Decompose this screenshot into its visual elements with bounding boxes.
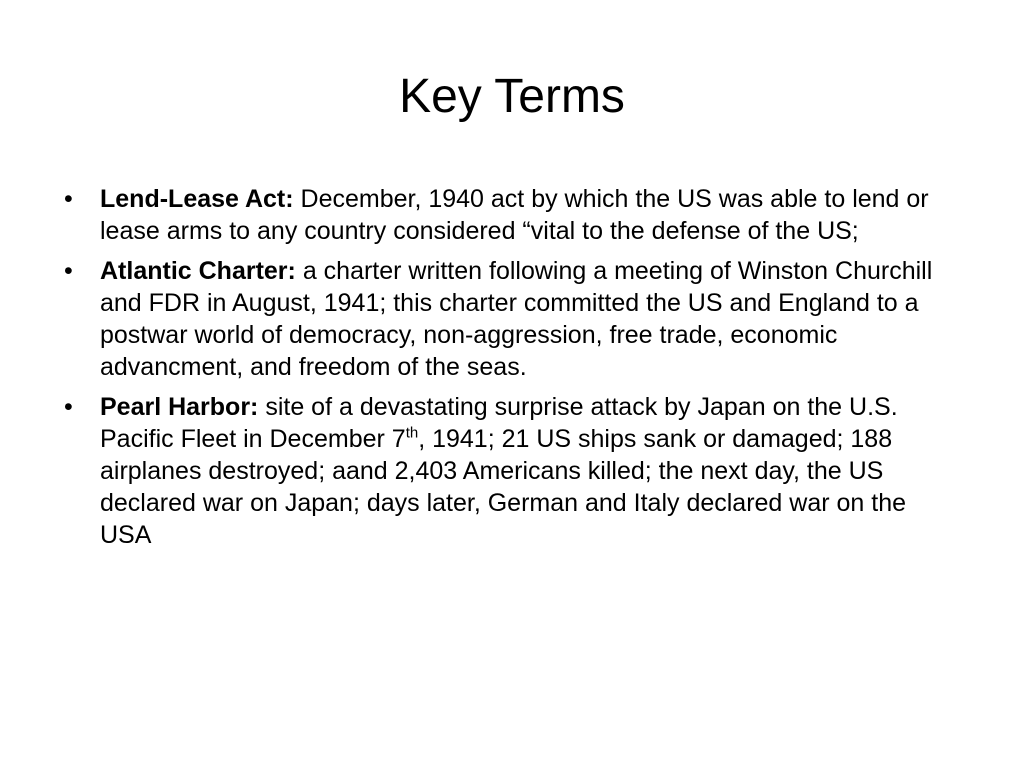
bullet-dot-icon: • [64, 257, 73, 285]
ordinal-suffix: th [405, 424, 419, 442]
term-definition-part-1: site of a devastating surprise attack by Japan on the U.S. Pacific Fleet in December 7 [100, 393, 898, 453]
bullet-dot-icon: • [64, 185, 73, 213]
term-definition: a charter written following a meeting of Winston Churchill and FDR in August, 1941; this charter committed the US and England to a postwar world of democracy, non-aggression, free trade, economic advancment, and freedom of the seas. [100, 257, 933, 381]
term-definition-part-2: , 1941; 21 US ships sank or damaged; 188 airplanes destroyed; aand 2,403 Americans killed; the next day, the US declared war on Japan; days later, German and Italy declared war on the USA [100, 425, 907, 549]
bullet-list [64, 183, 964, 559]
term-label: Atlantic Charter: [100, 257, 296, 285]
term-label: Pearl Harbor: [100, 393, 259, 421]
slide-title: Key Terms [399, 70, 625, 123]
bullet-item-pearl-harbor [64, 391, 964, 551]
bullet-item-lend-lease [64, 183, 964, 247]
bullet-dot-icon: • [64, 393, 73, 421]
term-definition: December, 1940 act by which the US was able to lend or lease arms to any country considered “vital to the defense of the US; [100, 185, 929, 245]
bullet-item-atlantic-charter [64, 255, 964, 383]
term-label: Lend-Lease Act: [100, 185, 294, 213]
